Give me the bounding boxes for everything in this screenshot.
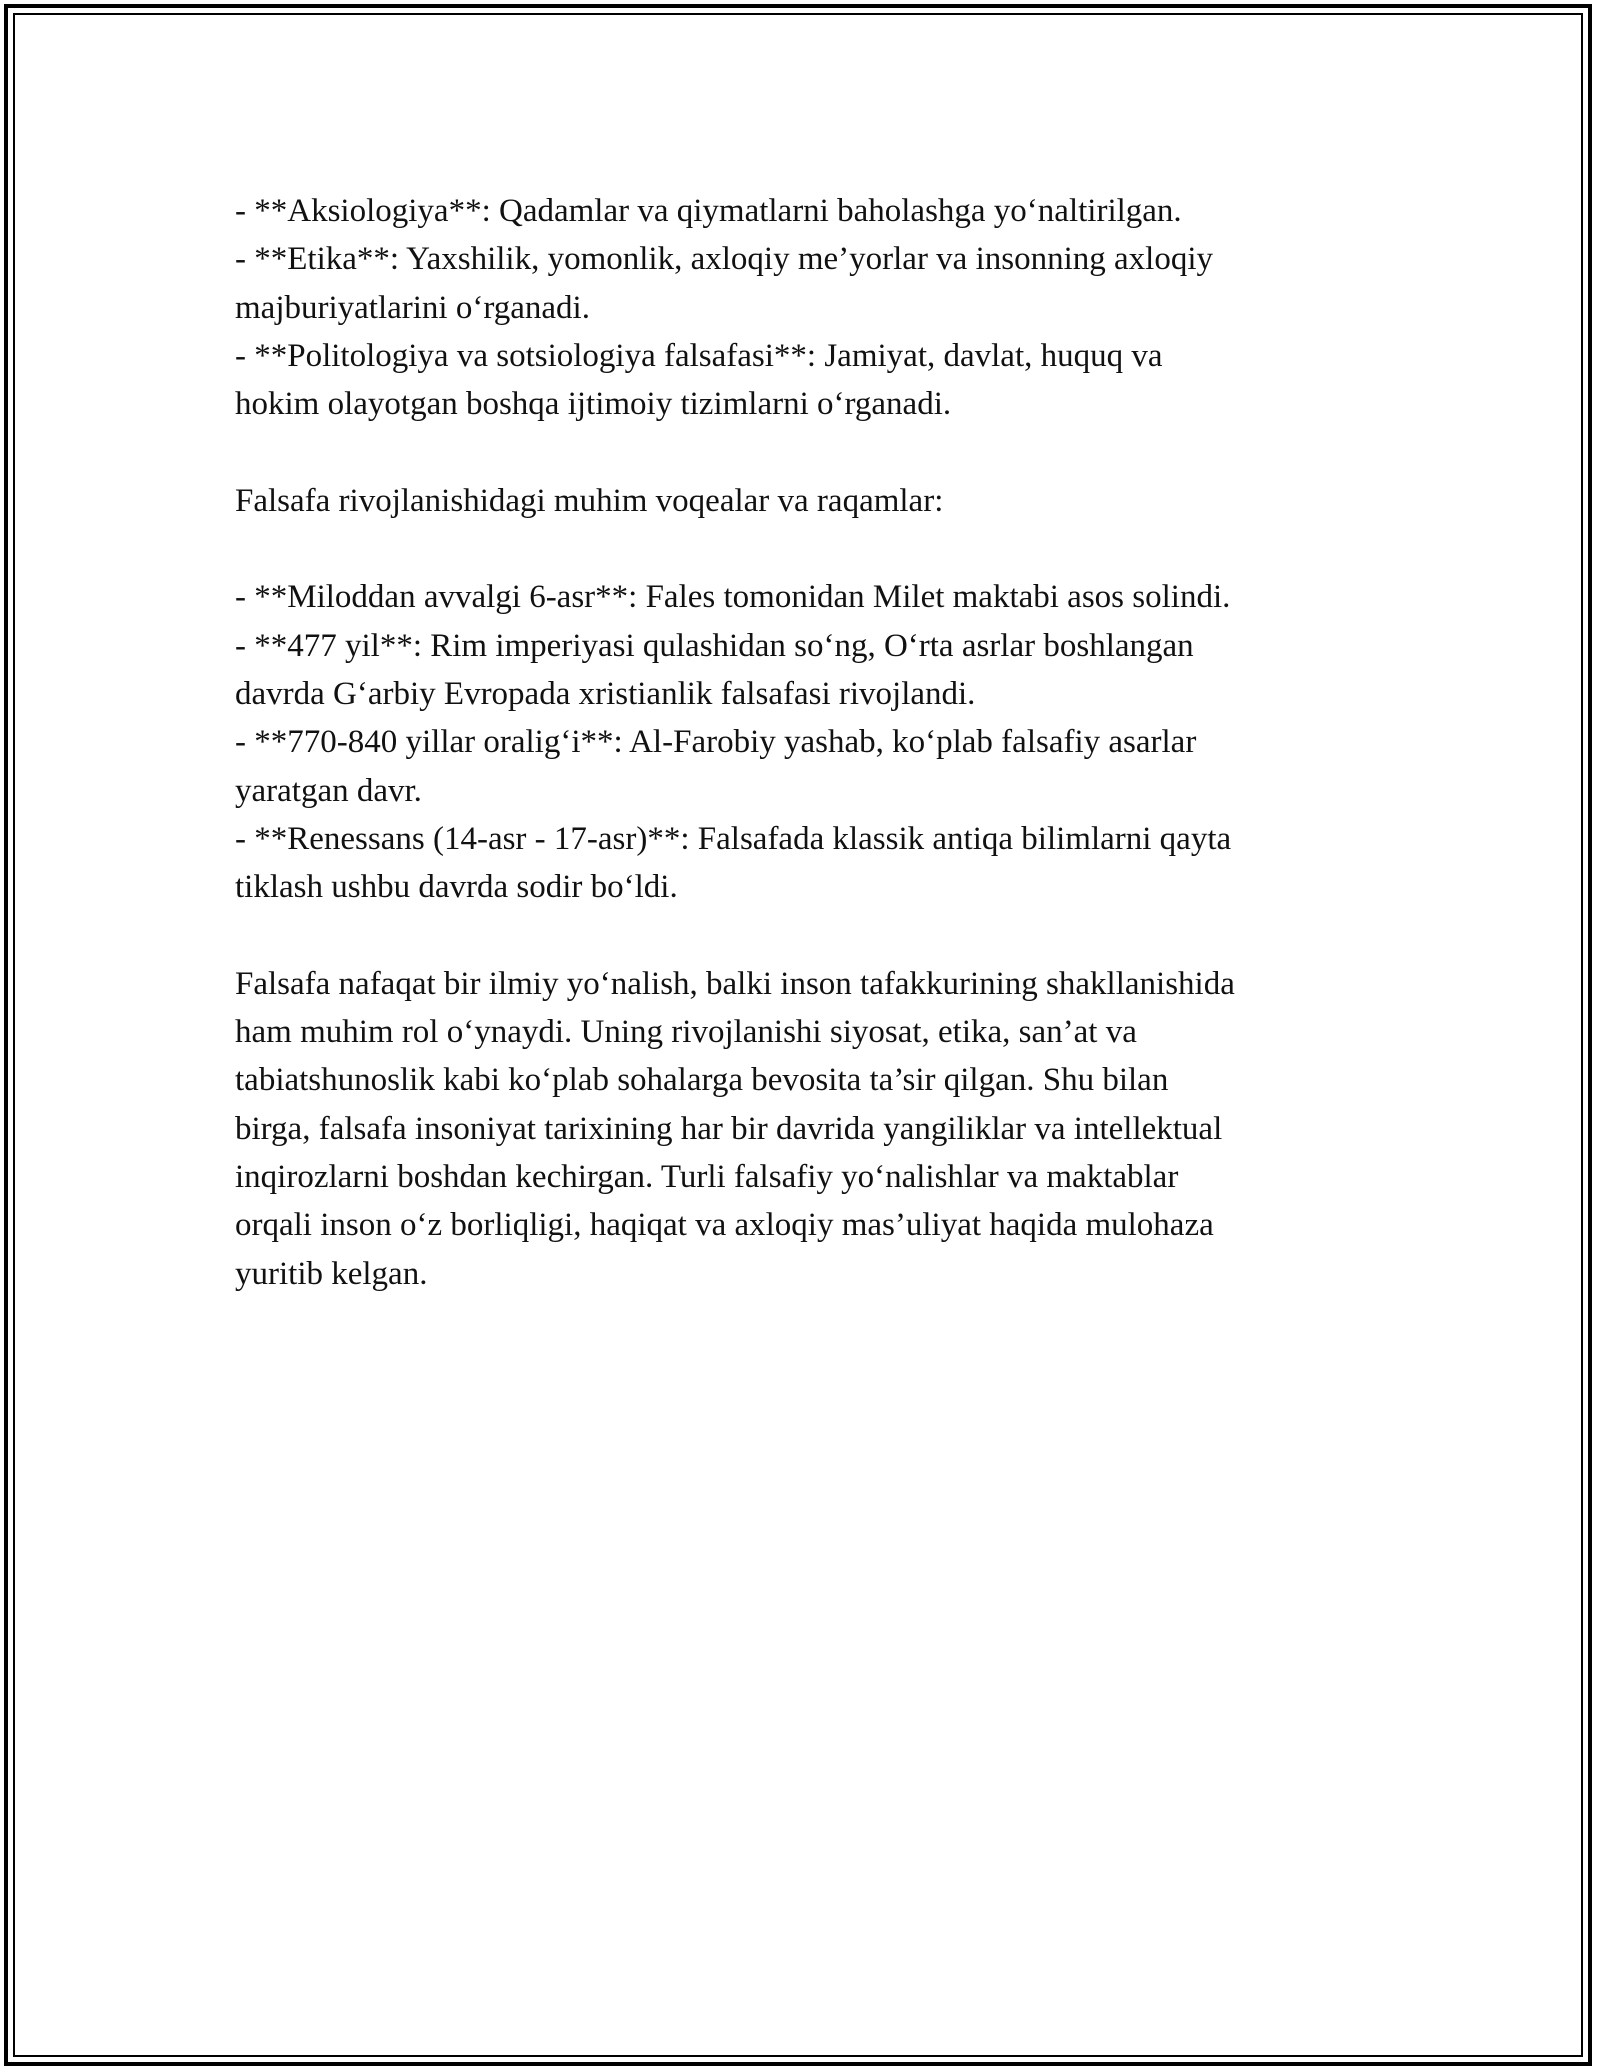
list-item-770-840-continued: yaratgan davr.: [235, 772, 422, 809]
timeline-list: [235, 573, 1365, 911]
list-item-ethics: - **Etika**: Yaxshilik, yomonlik, axloqiy me’yorlar va insonning axloqiy: [235, 241, 1213, 278]
paragraph-line: Falsafa nafaqat bir ilmiy yo‘nalish, balki inson tafakkurining shakllanishida: [235, 965, 1235, 1002]
branch-list: [235, 187, 1365, 428]
paragraph-gap: [235, 911, 1365, 959]
list-item-political-philosophy: - **Politologiya va sotsiologiya falsafasi**: Jamiyat, davlat, huquq va: [235, 337, 1163, 374]
paragraph-line: ham muhim rol o‘ynaydi. Uning rivojlanishi siyosat, etika, san’at va: [235, 1014, 1137, 1051]
paragraph-line: tabiatshunoslik kabi ko‘plab sohalarga bevosita ta’sir qilgan. Shu bilan: [235, 1062, 1169, 1099]
list-item-renaissance-continued: tiklash ushbu davrda sodir bo‘ldi.: [235, 869, 678, 906]
paragraph-line: orqali inson o‘z borliqligi, haqiqat va axloqiy mas’uliyat haqida mulohaza: [235, 1207, 1214, 1244]
paragraph-line: yuritib kelgan.: [235, 1255, 428, 1292]
timeline-heading: Falsafa rivojlanishidagi muhim voqealar va raqamlar:: [235, 482, 944, 519]
list-item-political-philosophy-continued: hokim olayotgan boshqa ijtimoiy tizimlarni o‘rganadi.: [235, 386, 952, 423]
list-item-axiology: - **Aksiologiya**: Qadamlar va qiymatlarni baholashga yo‘naltirilgan.: [235, 193, 1182, 229]
list-item-477-continued: davrda G‘arbiy Evropada xristianlik falsafasi rivojlandi.: [235, 675, 976, 712]
list-item-ethics-continued: majburiyatlarini o‘rganadi.: [235, 289, 590, 326]
paragraph-gap: [235, 525, 1365, 573]
list-item-6th-century-bc: - **Miloddan avvalgi 6-asr**: Fales tomonidan Milet maktabi asos solindi.: [235, 579, 1231, 616]
timeline-heading-block: [235, 477, 1365, 525]
list-item-477: - **477 yil**: Rim imperiyasi qulashidan so‘ng, O‘rta asrlar boshlangan: [235, 627, 1194, 664]
list-item-renaissance: - **Renessans (14-asr - 17-asr)**: Falsafada klassik antiqa bilimlarni qayta: [235, 820, 1232, 857]
document-body: [235, 187, 1365, 1298]
closing-paragraph: [235, 960, 1365, 1298]
list-item-770-840: - **770-840 yillar oralig‘i**: Al-Farobiy yashab, ko‘plab falsafiy asarlar: [235, 724, 1197, 761]
paragraph-gap: [235, 428, 1365, 476]
paragraph-line: birga, falsafa insoniyat tarixining har bir davrida yangiliklar va intellektual: [235, 1110, 1223, 1147]
paragraph-line: inqirozlarni boshdan kechirgan. Turli falsafiy yo‘nalishlar va maktablar: [235, 1158, 1179, 1195]
